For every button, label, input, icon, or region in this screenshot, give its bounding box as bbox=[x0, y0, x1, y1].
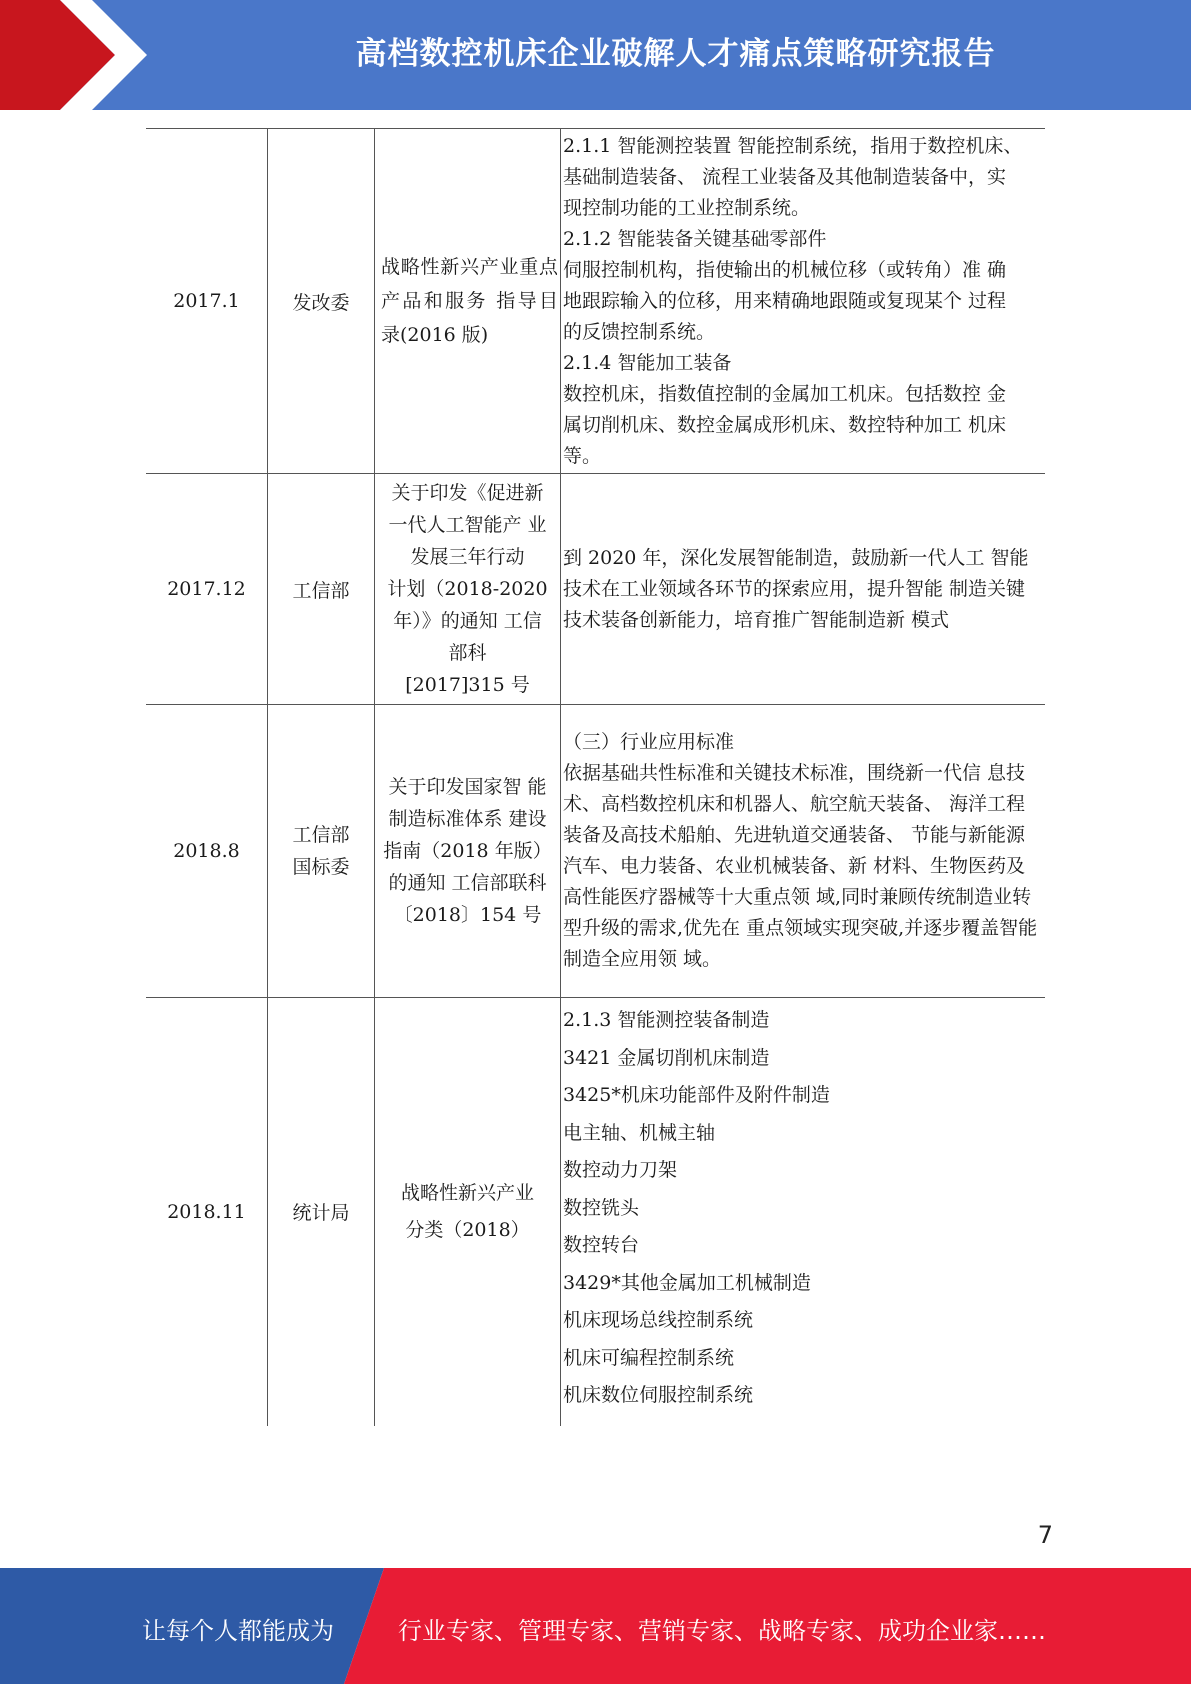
list-item: 数控转台 bbox=[563, 1234, 640, 1256]
content-line: 伺服控制机构，指使输出的机械位移（或转角）准 确 bbox=[563, 258, 1007, 281]
document-line: 年）》的通知 工信 bbox=[393, 610, 542, 632]
document-cell bbox=[375, 129, 561, 474]
content-cell bbox=[561, 998, 1046, 1426]
content-line: 地跟踪输入的位移，用来精确地跟随或复现某个 过程 bbox=[563, 289, 1007, 312]
document-line: 关于印发《促进新 bbox=[391, 482, 544, 504]
document-line: 计划（2018-2020 bbox=[387, 578, 548, 600]
footer-slogan-right: 行业专家、管理专家、营销专家、战略专家、成功企业家…… bbox=[398, 1617, 1046, 1645]
document-line: 战略性新兴产业 bbox=[400, 1181, 534, 1204]
content-line: 2.1.2 智能装备关键基础零部件 bbox=[563, 227, 827, 250]
table-row bbox=[146, 705, 1045, 998]
content-line: 的反馈控制系统。 bbox=[563, 320, 716, 343]
page-number: 7 bbox=[1037, 1521, 1053, 1549]
list-item: 3425*机床功能部件及附件制造 bbox=[563, 1084, 830, 1106]
list-item: 机床可编程控制系统 bbox=[563, 1346, 735, 1369]
table-row bbox=[146, 998, 1045, 1426]
date-cell: 2018.8 bbox=[146, 705, 268, 998]
document-cell bbox=[375, 705, 561, 998]
org-line: 工信部 bbox=[292, 824, 350, 846]
content-line: 基础制造装备、 流程工业装备及其他制造装备中，实 bbox=[563, 165, 1007, 188]
content-line: 属切削机床、数控金属成形机床、数控特种加工 机床 bbox=[563, 413, 1007, 436]
document-line: 部科 bbox=[448, 642, 487, 664]
content-line: 等。 bbox=[563, 444, 602, 467]
org-cell: 发改委 bbox=[268, 129, 375, 474]
content-subtitle: （三）行业应用标准 bbox=[563, 731, 735, 753]
document-cell bbox=[375, 998, 561, 1426]
list-item: 机床现场总线控制系统 bbox=[563, 1309, 754, 1331]
content-text: 到 2020 年，深化发展智能制造，鼓励新一代人工 智能技术在工业领域各环节的探索应用，提升智能 制造关键技术装备创新能力，培育推广智能制造新 模式 bbox=[563, 546, 1029, 631]
list-item: 3429*其他金属加工机械制造 bbox=[563, 1271, 811, 1294]
policy-table bbox=[146, 128, 1045, 1426]
list-item: 电主轴、机械主轴 bbox=[563, 1121, 716, 1144]
content-cell bbox=[561, 474, 1046, 705]
document-name: 战略性新兴产业重点产品和服务 指导目录(2016 版) bbox=[381, 256, 558, 346]
content-cell bbox=[561, 705, 1046, 998]
report-title: 高档数控机床企业破解人才痛点策略研究报告 bbox=[355, 36, 996, 72]
list-item: 3421 金属切削机床制造 bbox=[563, 1046, 770, 1069]
content-text: 依据基础共性标准和关键技术标准，围绕新一代信 息技术、高档数控机床和机器人、航空航天装备、 海洋工程装备及高技术船舶、先进轨道交通装备、 节能与新能源汽车、电力装备、农业机械装备、新 材料、生物医药及高性能医疗器械等十大重点领 域,同时兼顾传统制造业转型升级的需求,优先在 重点领域实现突破,并逐步覆盖智能制造全应用领 域。 bbox=[563, 762, 1038, 970]
list-item: 机床数位伺服控制系统 bbox=[563, 1384, 754, 1406]
org-cell bbox=[268, 705, 375, 998]
page-header bbox=[0, 0, 1191, 110]
content-line: 数控机床，指数值控制的金属加工机床。包括数控 金 bbox=[563, 382, 1007, 405]
date-cell: 2018.11 bbox=[146, 998, 268, 1426]
list-item: 数控铣头 bbox=[563, 1196, 640, 1219]
date-cell: 2017.12 bbox=[146, 474, 268, 705]
table-row bbox=[146, 129, 1045, 474]
document-line: 分类（2018） bbox=[405, 1218, 530, 1241]
org-cell: 工信部 bbox=[268, 474, 375, 705]
document-line: 发展三年行动 bbox=[410, 546, 525, 568]
document-line: 一代人工智能产 业 bbox=[388, 514, 547, 536]
page-footer bbox=[0, 1568, 1191, 1684]
document-line: [2017]315 号 bbox=[405, 674, 530, 696]
document-cell bbox=[375, 474, 561, 705]
table-row bbox=[146, 474, 1045, 705]
content-line: 2.1.1 智能测控装置 智能控制系统，指用于数控机床、 bbox=[563, 134, 1023, 157]
date-cell: 2017.1 bbox=[146, 129, 268, 474]
org-line: 国标委 bbox=[292, 856, 350, 878]
document-name: 关于印发国家智 能制造标准体系 建设指南（2018 年版）的通知 工信部联科〔2018〕154 号 bbox=[383, 776, 552, 926]
footer-slogan-left: 让每个人都能成为 bbox=[142, 1617, 334, 1645]
content-line: 2.1.4 智能加工装备 bbox=[563, 351, 732, 374]
list-item: 2.1.3 智能测控装备制造 bbox=[563, 1009, 770, 1031]
org-cell: 统计局 bbox=[268, 998, 375, 1426]
content-cell bbox=[561, 129, 1046, 474]
list-item: 数控动力刀架 bbox=[563, 1159, 678, 1181]
content-line: 现控制功能的工业控制系统。 bbox=[563, 196, 811, 219]
